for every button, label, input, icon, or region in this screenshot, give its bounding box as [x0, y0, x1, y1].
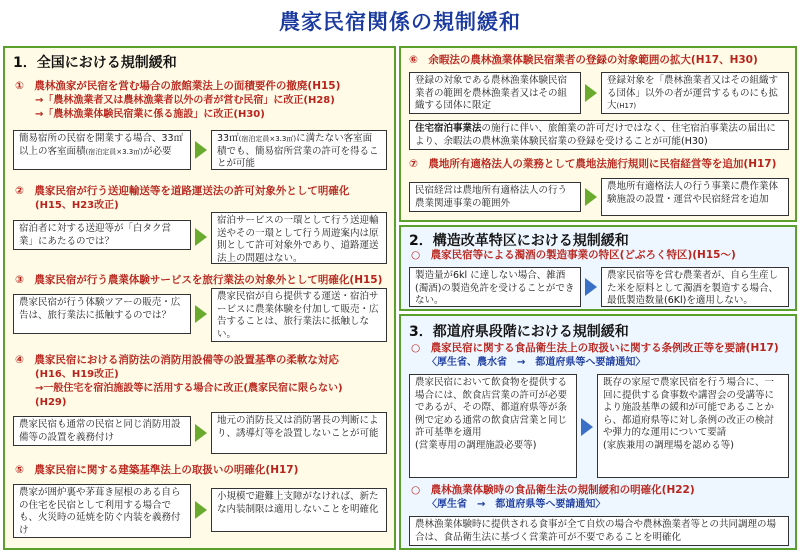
panel-prefecture [399, 314, 797, 550]
item1-before-box [13, 130, 191, 170]
item7-arrow-icon [585, 188, 597, 206]
item4-sub2: →一般住宅を宿泊施設等に活用する場合に改正(農家民宿に限らない) [35, 383, 343, 394]
item2-after-box: 宿泊サービスの一環として行う送迎輸送やその一環として行う周遊案内は原則として許可対象外であり、道路運送法上の問題はない。 [211, 212, 387, 264]
item1-before-tail: が必要 [142, 145, 172, 157]
item7-after-box: 農地所有適格法人の行う事業に農作業体験施設の設置・運営や民宿経営を追加 [601, 178, 789, 216]
page-title: 農家民宿関係の規制緩和 [279, 10, 521, 34]
prefecture-heading1: ○ 農家民宿に関する食品衛生法上の取扱いに関する条例改正等を要請(H17) [411, 342, 779, 354]
item4-sub1: (H16、H19改正) [35, 369, 119, 380]
item3-before-box: 農家民宿が行う体験ツアーの販売・広告は、旅行業法に抵触するのでは？ [13, 294, 191, 334]
item6-minpaku-law: 住宅宿泊事業法 [415, 123, 482, 134]
item5-after-box: 小規模で避難上支障がなければ、新たな内装制限は適用しないことを明確化 [211, 488, 387, 532]
item3-heading: ③ 農家民宿が行う農業体験サービスを旅行業法の対象外として明確化(H15) [15, 274, 383, 286]
prefecture-before-box [409, 374, 577, 478]
item1-sub1: →「農林漁業者又は農林漁業者以外の者が営む民宿」に改正(H28) [35, 95, 335, 106]
item2-heading: ② 農家民宿が行う送迎輸送等を道路運送法の許可対象外として明確化 [15, 185, 350, 197]
item4-sub3: (H29) [35, 397, 67, 408]
item5-heading: ⑤ 農家民宿に関する建築基準法上の取扱いの明確化(H17) [15, 464, 299, 476]
prefecture-wide-box: 農林漁業体験時に提供される食事が全て自炊の場合や農林漁業者等との共同調理の場合は、食品衛生法に基づく営業許可が不要であることを明確化 [409, 516, 789, 546]
prefecture-before-note: (営業専用の調理施設必要等) [415, 439, 537, 451]
item4-after-box: 地元の消防長又は消防署長の判断により、誘導灯等を設置しないことが可能 [211, 412, 387, 454]
item7-heading: ⑦ 農地所有適格法人の業務として農地法施行規則に民宿経営等を追加(H17) [409, 158, 777, 170]
panel-nationwide [3, 46, 396, 550]
prefecture-heading1-sub: 〈厚生省、農水省 → 都道府県等へ要請通知〉 [427, 357, 646, 368]
item6-arrow-icon [585, 84, 597, 102]
item3-after-box: 農家民宿が自ら提供する運送・宿泊サービスに農業体験を付加して販売・広告することは、旅行業法に抵触しない。 [211, 288, 387, 342]
item2-sub: (H15、H23改正) [35, 200, 119, 211]
section-title-prefecture: 3．都道府県段階における規制緩和 [409, 324, 629, 340]
item6-after-box [601, 72, 789, 114]
item2-before-box: 宿泊者に対する送迎等が「白タク営業」にあたるのでは？ [13, 220, 191, 250]
prefecture-arrow-icon [581, 418, 593, 436]
item2-arrow-icon [195, 228, 207, 246]
item4-before-box: 農家民宿も通常の民宿と同じ消防用設備等の設置を義務付け [13, 416, 191, 446]
item6-after-text: 登録対象を「農林漁業者又はその組織する団体」以外の者が運営するものにも拡大 [607, 75, 779, 111]
item1-sub2: →「農林漁業体験民宿業に係る施設」に改正(H30) [35, 109, 265, 120]
prefecture-before-text: 農家民宿において飲食物を提供する場合には、飲食店営業の許可が必要であるが、その際、都道府県等が条例で定める通常の飲食店営業と同じ許可基準を適用 [415, 377, 568, 438]
item5-before-box: 農家が囲炉裏や茅葺き屋根のある自らの住宅を民宿として利用する場合でも、火災時の延焼を防ぐ内装を義務付け [13, 484, 191, 538]
item5-arrow-icon [195, 501, 207, 519]
item6-minpaku-year: (H30) [681, 135, 708, 147]
prefecture-after-box [597, 374, 789, 478]
item3-arrow-icon [195, 305, 207, 323]
item1-before-note: (宿泊定員×3.3㎡) [85, 147, 143, 156]
item1-after-tail: に満たない客室面積でも、簡易宿所営業の許可を得ることが可能 [217, 133, 379, 169]
special-zone-after-box: 農家民宿等を営む農業者が、自ら生産した米を原料として濁酒を製造する場合、最低製造数量(6Kl)を適用しない。 [601, 267, 789, 307]
item1-after-head: 33㎡ [217, 133, 239, 144]
panel-special-zone [399, 225, 797, 311]
item4-arrow-icon [195, 424, 207, 442]
section-title-nationwide: 1．全国における規制緩和 [13, 55, 177, 71]
item1-after-note: (宿泊定員×3.3㎡) [238, 135, 297, 143]
item6-heading: ⑥ 余暇法の農林漁業体験民宿業者の登録の対象範囲の拡大(H17、H30) [409, 54, 758, 66]
panel-items-6-7 [399, 46, 797, 222]
prefecture-heading2-sub: 〈厚生省 → 都道府県等へ要請通知〉 [427, 499, 606, 510]
item1-arrow-icon [195, 141, 207, 159]
prefecture-after-note: (家族兼用の調理場を認める等) [603, 439, 734, 451]
item4-heading: ④ 農家民宿における消防法の消防用設備等の設置基準の柔軟な対応 [15, 354, 339, 366]
special-zone-arrow-icon [585, 278, 597, 296]
item6-minpaku-box [409, 120, 789, 150]
item7-before-box: 民宿経営は農地所有適格法人の行う農業関連事業の範囲外 [409, 182, 581, 212]
prefecture-after-text: 既存の家屋で農家民宿を行う場合に、一回に提供する食事数や講習会の受講等により施設基準の緩和が可能であることから、都道府県等に対し条例の改正の検討や弾力的な運用について要請 [603, 377, 775, 438]
item1-heading: ① 農林漁家が民宿を営む場合の旅館業法上の面積要件の撤廃(H15) [15, 80, 341, 92]
item6-minpaku-text: の施行に伴い、旅館業の許可だけではなく、住宅宿泊事業法の届出により、余暇法の農林漁業体験民宿業の登録を受けることが可能 [415, 123, 776, 147]
item1-after-box [211, 130, 387, 170]
item6-after-year: (H17) [616, 102, 637, 110]
item1-before-text: 簡易宿所の民宿を開業する場合、33㎡以上の客室面積 [19, 133, 184, 157]
special-zone-before-box: 製造量が6kl に達しない場合、雑酒(濁酒)の製造免許を受けることができない。 [409, 267, 581, 307]
section-title-special-zone: 2．構造改革特区における規制緩和 [409, 233, 629, 249]
item6-before-box: 登録の対象である農林漁業体験民宿業者の範囲を農林漁業者又はその組織する団体に限定 [409, 72, 581, 114]
special-zone-heading: ○ 農家民宿等による濁酒の製造事業の特区(どぶろく特区)(H15～) [411, 249, 736, 261]
prefecture-heading2: ○ 農林漁業体験時の食品衛生法の規制緩和の明確化(H22) [411, 484, 695, 496]
